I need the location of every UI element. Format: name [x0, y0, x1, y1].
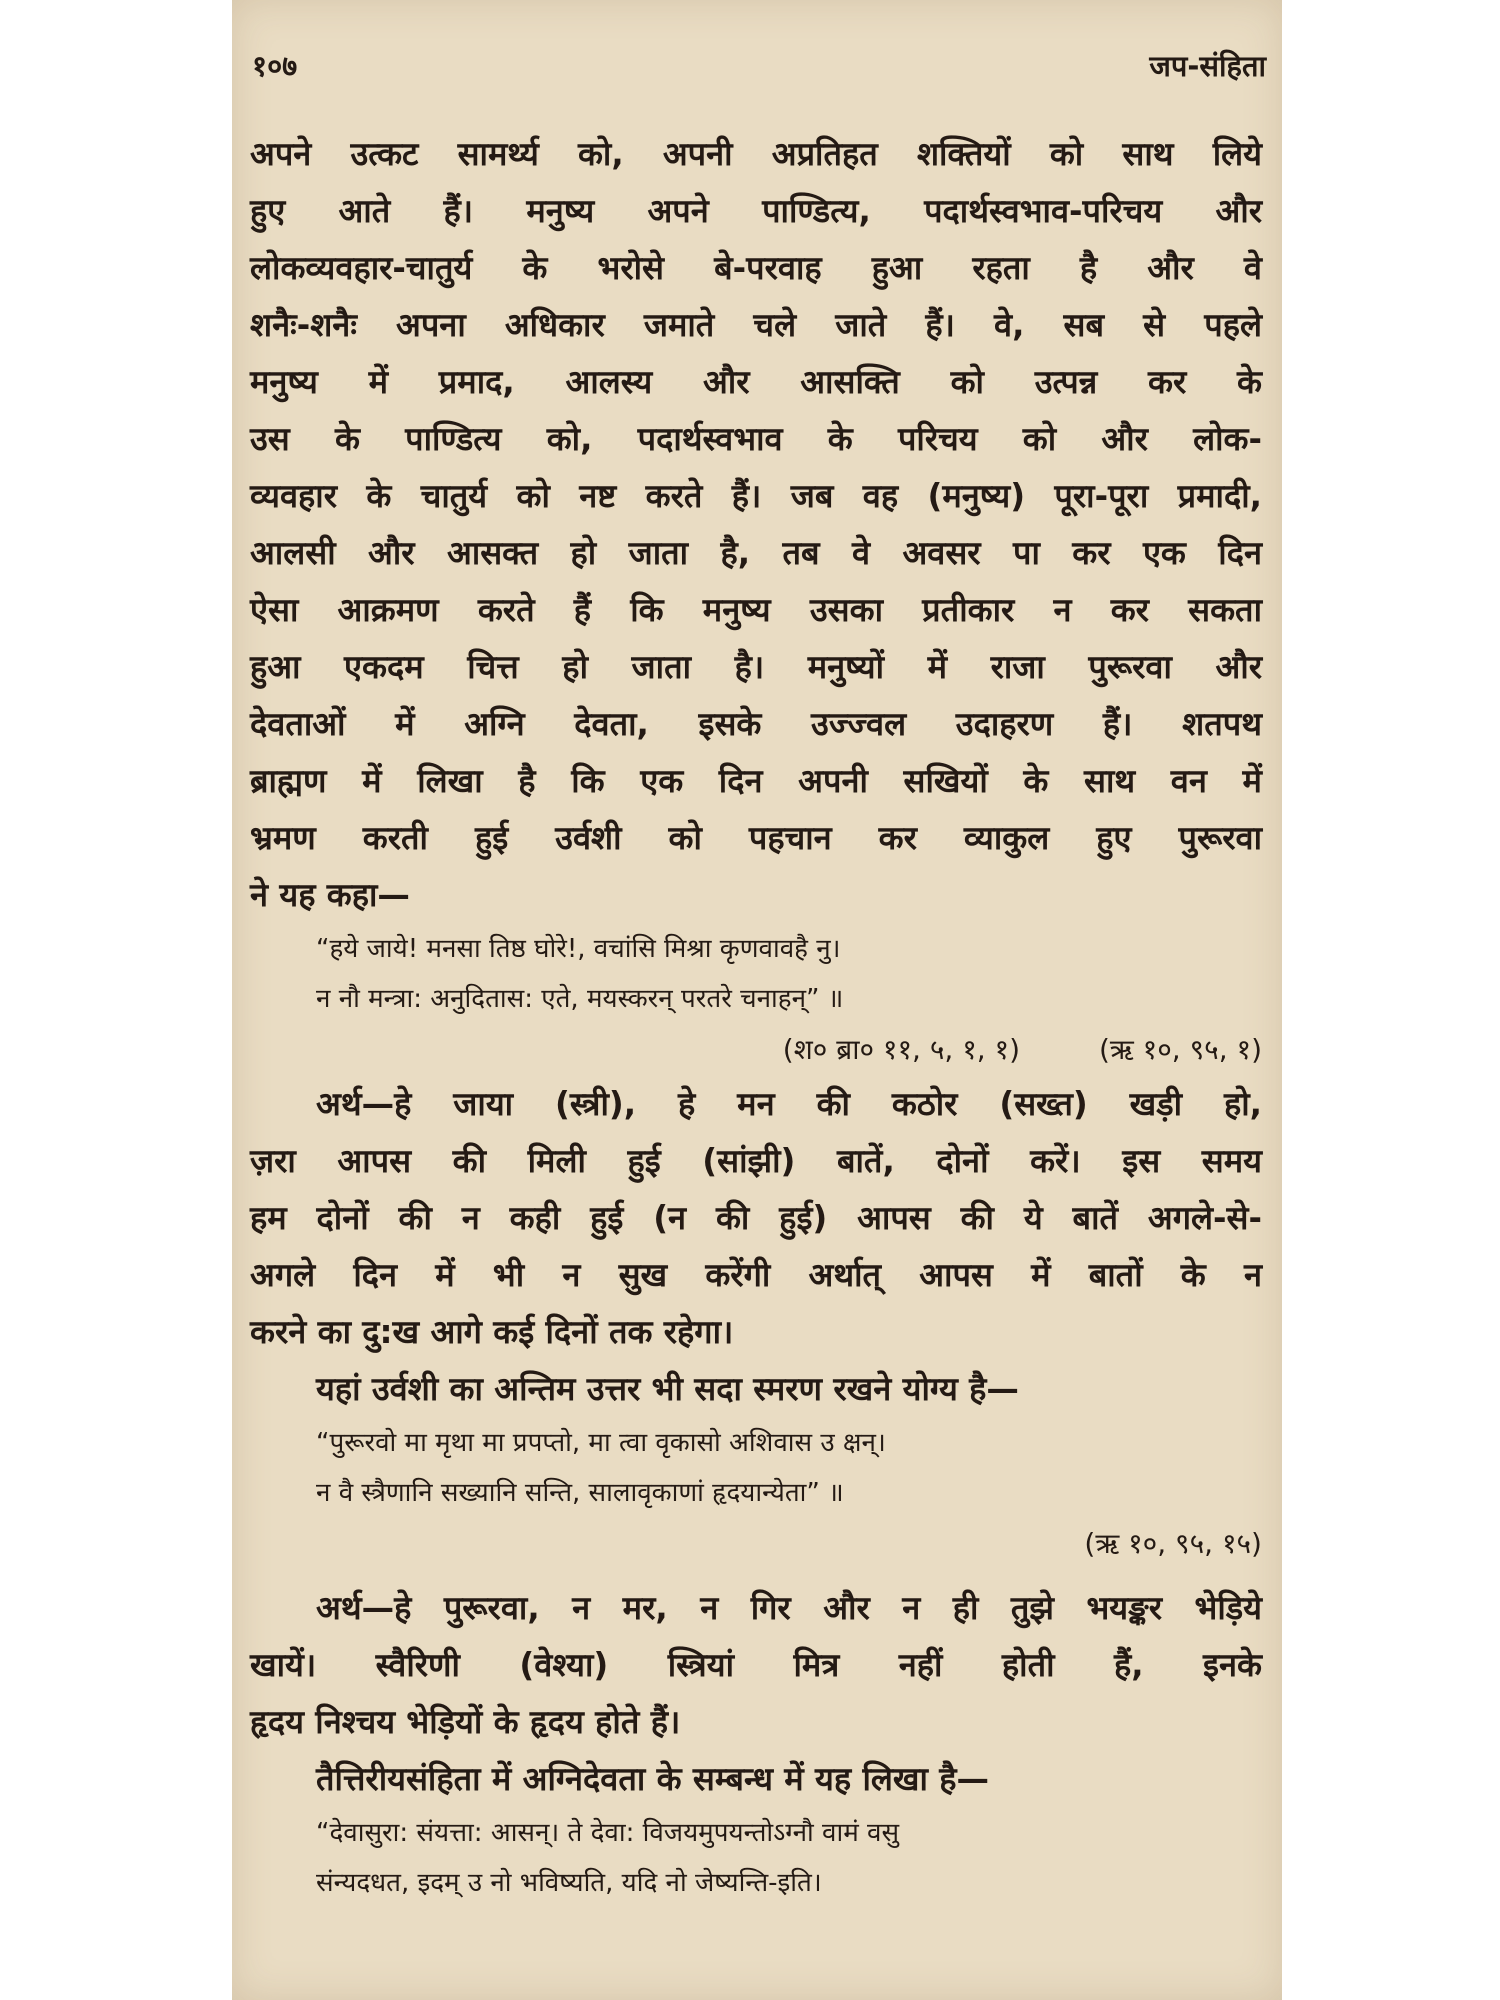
- verse-line: न नौ मन्त्रा: अनुदितास: एते, मयस्करन् परतरे चनाहन्” ॥: [316, 984, 844, 1014]
- verse-line: न वै स्त्रैणानि सख्यानि सन्ति, सालावृकाणां हृदयान्येता” ॥: [316, 1478, 844, 1508]
- verse-line: संन्यदधत, इदम् उ नो भविष्यति, यदि नो जेष्यन्ति-इति।: [316, 1868, 822, 1898]
- verse-1: [250, 924, 1262, 1076]
- verse-2: [250, 1418, 1262, 1570]
- text-line: यहां उर्वशी का अन्तिम उत्तर भी सदा स्मरण रखने योग्य है—: [316, 1370, 1019, 1408]
- page-header: [252, 46, 1266, 96]
- book-page: [232, 0, 1282, 2000]
- text-line: अपने उत्कट सामर्थ्य को, अपनी अप्रतिहत शक्तियों को साथ लिये: [250, 135, 1262, 173]
- text-line: मनुष्य में प्रमाद, आलस्य और आसक्ति को उत्पन्न कर के: [250, 363, 1262, 401]
- text-line: अर्थ—हे जाया (स्त्री), हे मन की कठोर (सख्त) खड़ी हो,: [316, 1085, 1262, 1123]
- paragraph-3: [250, 1361, 1262, 1418]
- text-line: अगले दिन में भी न सुख करेंगी अर्थात् आपस में बातों के न: [250, 1256, 1262, 1294]
- text-line: लोकव्यवहार-चातुर्य के भरोसे बे-परवाह हुआ रहता है और वे: [250, 249, 1262, 287]
- text-line: खायें। स्वैरिणी (वेश्या) स्त्रियां मित्र नहीं होती हैं, इनके: [250, 1646, 1262, 1684]
- text-line: भ्रमण करती हुई उर्वशी को पहचान कर व्याकुल हुए पुरूरवा: [250, 819, 1262, 857]
- page-number: १०७: [252, 49, 298, 83]
- text-line: ब्राह्मण में लिखा है कि एक दिन अपनी सखियों के साथ वन में: [250, 762, 1262, 800]
- text-line: ज़रा आपस की मिली हुई (सांझी) बातें, दोनों करें। इस समय: [250, 1142, 1262, 1180]
- page-body: [250, 126, 1262, 1908]
- verse-line: “देवासुरा: संयत्ता: आसन्। ते देवा: विजयमुपयन्तोऽग्नौ वामं वसु: [316, 1818, 900, 1848]
- verse-1-citation: [250, 1024, 1262, 1076]
- running-title: जप-संहिता: [1149, 49, 1266, 83]
- verse-line: “हये जाये! मनसा तिष्ठ घोरे!, वचांसि मिश्रा कृणवावहै नु।: [316, 934, 841, 964]
- text-line: शनैः-शनैः अपना अधिकार जमाते चले जाते हैं। वे, सब से पहले: [250, 306, 1262, 344]
- text-line: उस के पाण्डित्य को, पदार्थस्वभाव के परिचय को और लोक-: [250, 420, 1262, 458]
- citation-rigveda: (ऋ १०, ९५, १): [1098, 1033, 1262, 1066]
- text-line: आलसी और आसक्त हो जाता है, तब वे अवसर पा कर एक दिन: [250, 534, 1262, 572]
- text-line: हुआ एकदम चित्त हो जाता है। मनुष्यों में राजा पुरूरवा और: [250, 648, 1262, 686]
- verse-2-citation: (ऋ १०, ९५, १५): [1084, 1527, 1262, 1560]
- verse-line: “पुरूरवो मा मृथा मा प्रपप्तो, मा त्वा वृकासो अशिवास उ क्षन्।: [316, 1428, 886, 1458]
- text-line: ने यह कहा—: [250, 876, 410, 914]
- text-line: अर्थ—हे पुरूरवा, न मर, न गिर और न ही तुझे भयङ्कर भेड़िये: [316, 1589, 1262, 1627]
- text-line: ऐसा आक्रमण करते हैं कि मनुष्य उसका प्रतीकार न कर सकता: [250, 591, 1263, 629]
- text-line: देवताओं में अग्नि देवता, इसके उज्ज्वल उदाहरण हैं। शतपथ: [250, 705, 1262, 743]
- paragraph-1: [250, 126, 1262, 924]
- text-line: व्यवहार के चातुर्य को नष्ट करते हैं। जब वह (मनुष्य) पूरा-पूरा प्रमादी,: [250, 477, 1262, 515]
- paragraph-4: [250, 1580, 1262, 1751]
- text-line: करने का दु:ख आगे कई दिनों तक रहेगा।: [250, 1313, 734, 1351]
- paragraph-2: [250, 1076, 1262, 1361]
- paragraph-5: [250, 1751, 1262, 1808]
- text-line: तैत्तिरीयसंहिता में अग्निदेवता के सम्बन्ध में यह लिखा है—: [316, 1760, 989, 1798]
- text-line: हम दोनों की न कही हुई (न की हुई) आपस की ये बातें अगले-से-: [250, 1199, 1262, 1237]
- text-line: हृदय निश्चय भेड़ियों के हृदय होते हैं।: [250, 1703, 681, 1741]
- citation-shatapatha: (श० ब्रा० ११, ५, १, १): [782, 1033, 1021, 1066]
- verse-3: [250, 1808, 1262, 1908]
- text-line: हुए आते हैं। मनुष्य अपने पाण्डित्य, पदार्थस्वभाव-परिचय और: [250, 192, 1262, 230]
